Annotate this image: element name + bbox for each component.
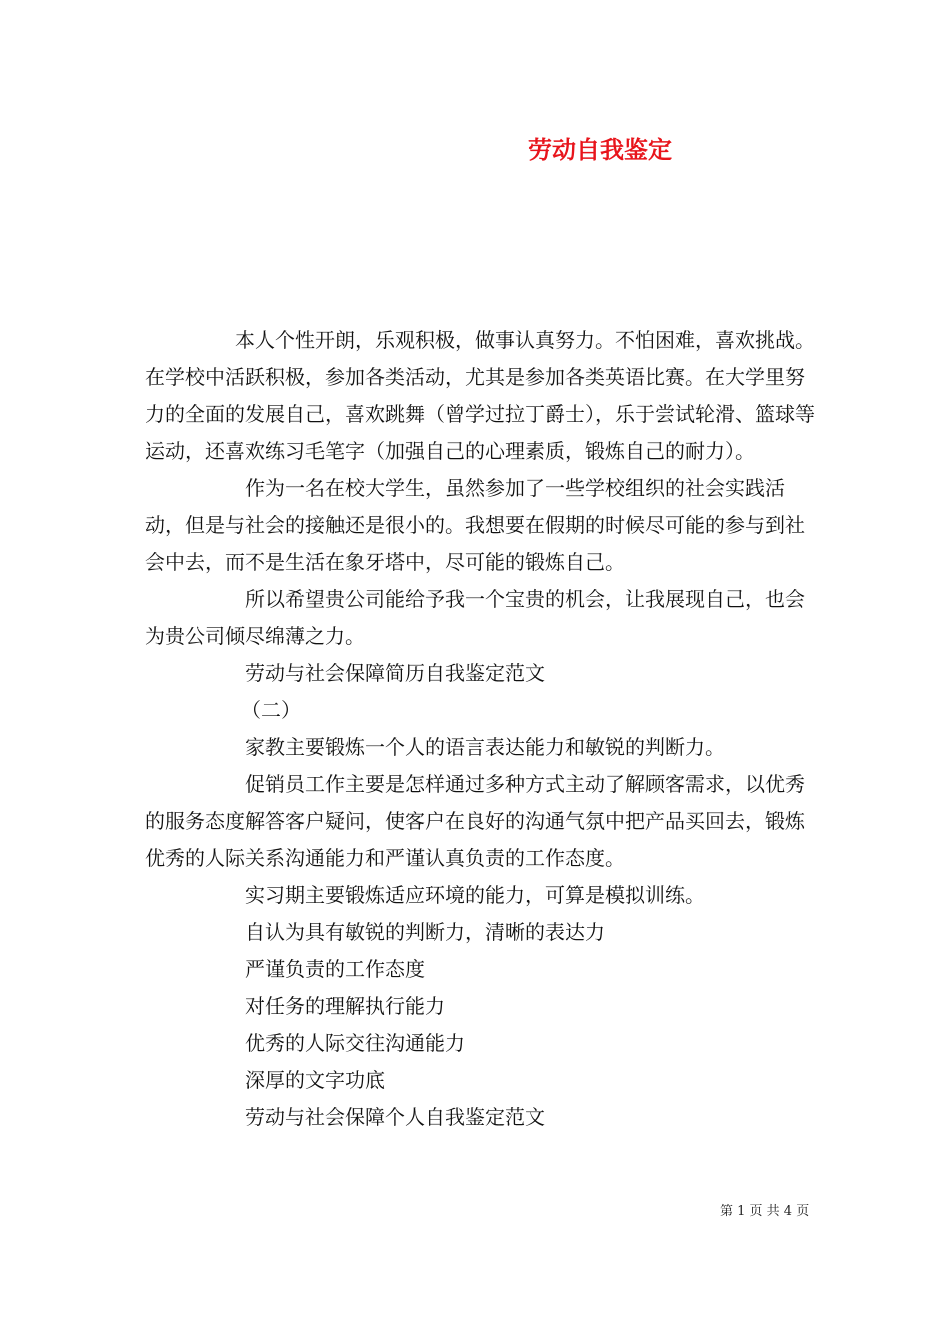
paragraph-promoter: 促销员工作主要是怎样通过多种方式主动了解顾客需求，以优秀的服务态度解答客户疑问，使客户在良好的沟通气氛中把产品买回去，锻炼优秀的人际关系沟通能力和严谨认真负责的工作态度。 xyxy=(145,772,805,870)
document-body xyxy=(145,322,815,1136)
section-number: （二） xyxy=(241,698,301,722)
list-item: 深厚的文字功底 xyxy=(245,1068,385,1092)
list-item: 对任务的理解执行能力 xyxy=(245,994,445,1018)
paragraph-internship: 实习期主要锻炼适应环境的能力，可算是模拟训练。 xyxy=(245,883,705,907)
document-title: 劳动自我鉴定 xyxy=(528,135,672,164)
page-number-footer: 第 1 页 共 4 页 xyxy=(720,1204,810,1219)
paragraph-student: 作为一名在校大学生，虽然参加了一些学校组织的社会实践活动，但是与社会的接触还是很小的。我想要在假期的时候尽可能的参与到社会中去，而不是生活在象牙塔中，尽可能的锻炼自己。 xyxy=(145,476,805,574)
section-heading-resume: 劳动与社会保障简历自我鉴定范文 xyxy=(245,661,545,685)
list-item: 优秀的人际交往沟通能力 xyxy=(245,1031,465,1055)
paragraph-tutor: 家教主要锻炼一个人的语言表达能力和敏锐的判断力。 xyxy=(245,735,725,759)
list-item: 严谨负责的工作态度 xyxy=(245,957,425,981)
list-item: 自认为具有敏锐的判断力，清晰的表达力 xyxy=(245,920,605,944)
paragraph-intro: 本人个性开朗，乐观积极，做事认真努力。不怕困难，喜欢挑战。在学校中活跃积极，参加各类活动，尤其是参加各类英语比赛。在大学里努力的全面的发展自己，喜欢跳舞（曾学过拉丁爵士），乐于尝试轮滑、篮球等运动，还喜欢练习毛笔字（加强自己的心理素质，锻炼自己的耐力）。 xyxy=(145,328,815,463)
paragraph-hope: 所以希望贵公司能给予我一个宝贵的机会，让我展现自己，也会为贵公司倾尽绵薄之力。 xyxy=(145,587,805,648)
section-heading-personal: 劳动与社会保障个人自我鉴定范文 xyxy=(245,1105,545,1129)
